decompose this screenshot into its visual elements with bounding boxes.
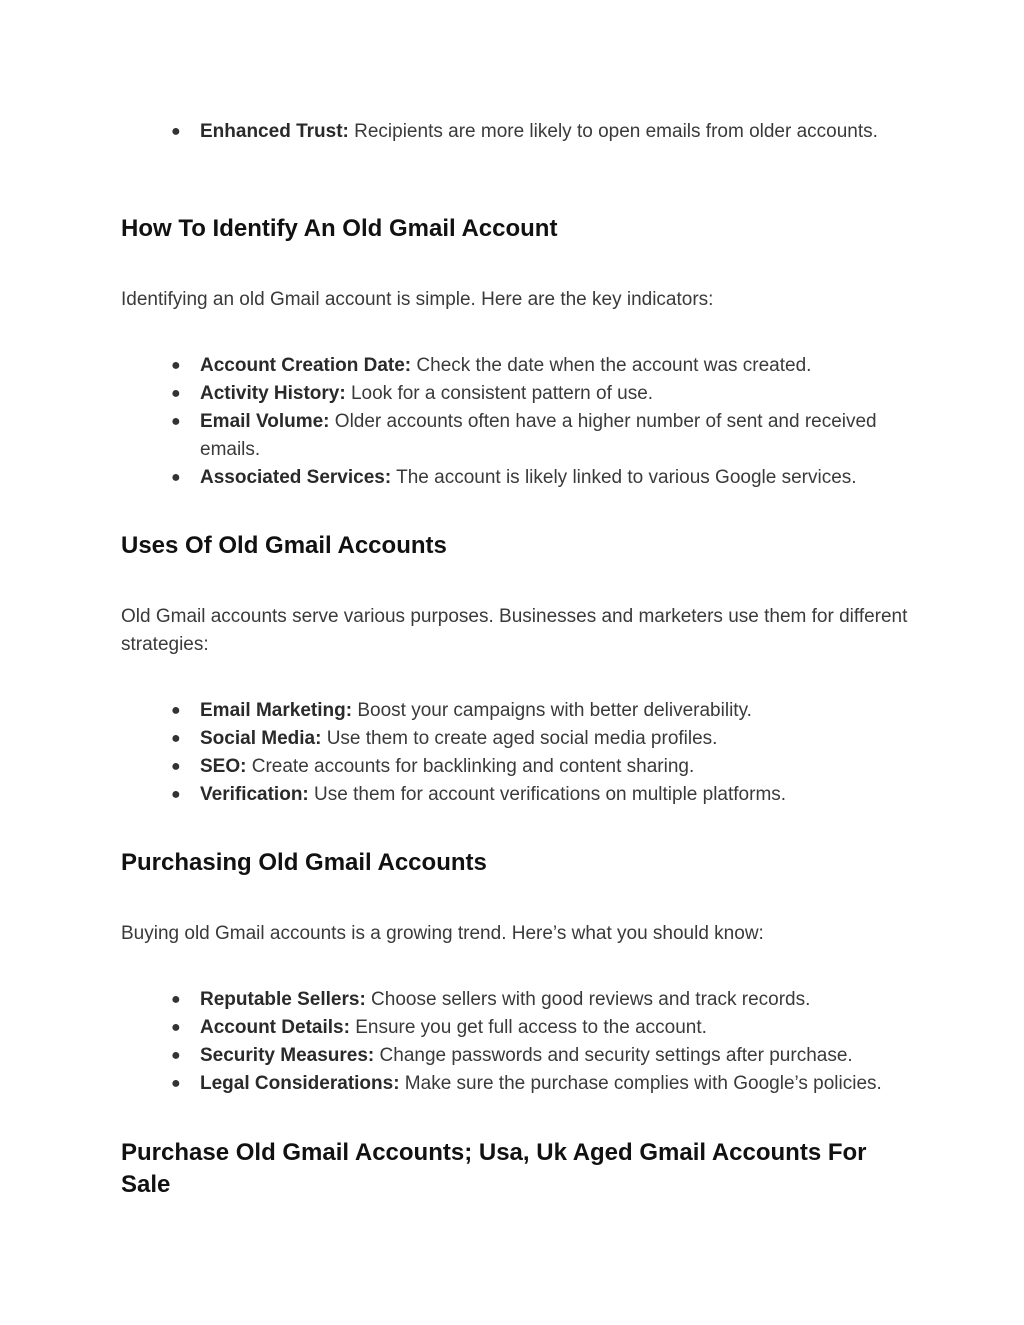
- list-item: [121, 1070, 911, 1098]
- list-item-term: Account Creation Date:: [200, 355, 412, 376]
- list-item-term: Reputable Sellers:: [200, 989, 366, 1010]
- list-item-term: Account Details:: [200, 1017, 350, 1038]
- section-list: [121, 986, 911, 1098]
- section-list-block: [121, 697, 911, 809]
- list-item-term: SEO:: [200, 756, 247, 777]
- list-item-text: Use them for account verifications on multiple platforms.: [308, 784, 787, 805]
- list-item: [121, 725, 911, 753]
- list-item: [121, 380, 911, 408]
- list-item-term: Enhanced Trust:: [200, 121, 349, 142]
- list-item-text: Use them to create aged social media profiles.: [321, 728, 718, 749]
- list-item: [121, 986, 911, 1014]
- list-item-text: Look for a consistent pattern of use.: [345, 383, 654, 404]
- list-item-text: Ensure you get full access to the account.: [349, 1017, 707, 1038]
- bullet-icon: ●: [171, 730, 181, 747]
- list-item-text: The account is likely linked to various Google services.: [391, 467, 857, 488]
- list-item-term: Email Marketing:: [200, 700, 353, 721]
- list-item: [121, 697, 911, 725]
- list-item-text: Create accounts for backlinking and content sharing.: [246, 756, 695, 777]
- list-item: [121, 781, 911, 809]
- bullet-icon: ●: [171, 991, 181, 1008]
- list-item: [121, 753, 911, 781]
- bullet-icon: ●: [171, 123, 181, 140]
- list-item-text: Make sure the purchase complies with Google’s policies.: [399, 1073, 882, 1094]
- bullet-icon: ●: [171, 1075, 181, 1092]
- bullet-icon: ●: [171, 1019, 181, 1036]
- intro-list: [121, 118, 911, 146]
- section-paragraph: Identifying an old Gmail account is simple. Here are the key indicators:: [121, 289, 714, 310]
- list-item-text: Choose sellers with good reviews and track records.: [365, 989, 811, 1010]
- section-heading: Purchasing Old Gmail Accounts: [121, 849, 487, 876]
- intro-list-block: [121, 118, 911, 146]
- section-heading: How To Identify An Old Gmail Account: [121, 215, 558, 242]
- bullet-icon: ●: [171, 357, 181, 374]
- section-list-block: [121, 352, 911, 492]
- list-item-term: Social Media:: [200, 728, 322, 749]
- list-item: [121, 118, 911, 146]
- list-item-term: Associated Services:: [200, 467, 392, 488]
- list-item: [121, 1042, 911, 1070]
- bullet-icon: ●: [171, 702, 181, 719]
- list-item-text: Check the date when the account was created.: [411, 355, 812, 376]
- bullet-icon: ●: [171, 786, 181, 803]
- bullet-icon: ●: [171, 413, 181, 430]
- list-item-text: Recipients are more likely to open emails from older accounts.: [348, 121, 878, 142]
- list-item-text: Change passwords and security settings after purchase.: [374, 1045, 853, 1066]
- section-list: [121, 697, 911, 809]
- list-item-term: Activity History:: [200, 383, 346, 404]
- list-item-term: Verification:: [200, 784, 309, 805]
- bullet-icon: ●: [171, 385, 181, 402]
- bullet-icon: ●: [171, 469, 181, 486]
- list-item: [121, 1014, 911, 1042]
- bullet-icon: ●: [171, 1047, 181, 1064]
- section-paragraph: Old Gmail accounts serve various purposes. Businesses and marketers use them for different strategies:: [121, 606, 908, 655]
- section-list: [121, 352, 911, 492]
- section-list-block: [121, 986, 911, 1098]
- section-heading: Uses Of Old Gmail Accounts: [121, 532, 447, 559]
- list-item-term: Legal Considerations:: [200, 1073, 400, 1094]
- list-item-text: Boost your campaigns with better deliverability.: [352, 700, 752, 721]
- bullet-icon: ●: [171, 758, 181, 775]
- list-item: [121, 464, 911, 492]
- list-item-term: Email Volume:: [200, 411, 330, 432]
- list-item: [121, 408, 911, 464]
- list-item: [121, 352, 911, 380]
- list-item-term: Security Measures:: [200, 1045, 375, 1066]
- final-heading: Purchase Old Gmail Accounts; Usa, Uk Aged Gmail Accounts For Sale: [121, 1139, 867, 1198]
- section-paragraph: Buying old Gmail accounts is a growing trend. Here’s what you should know:: [121, 923, 764, 944]
- list-item-text: Older accounts often have a higher number of sent and received emails.: [200, 411, 877, 460]
